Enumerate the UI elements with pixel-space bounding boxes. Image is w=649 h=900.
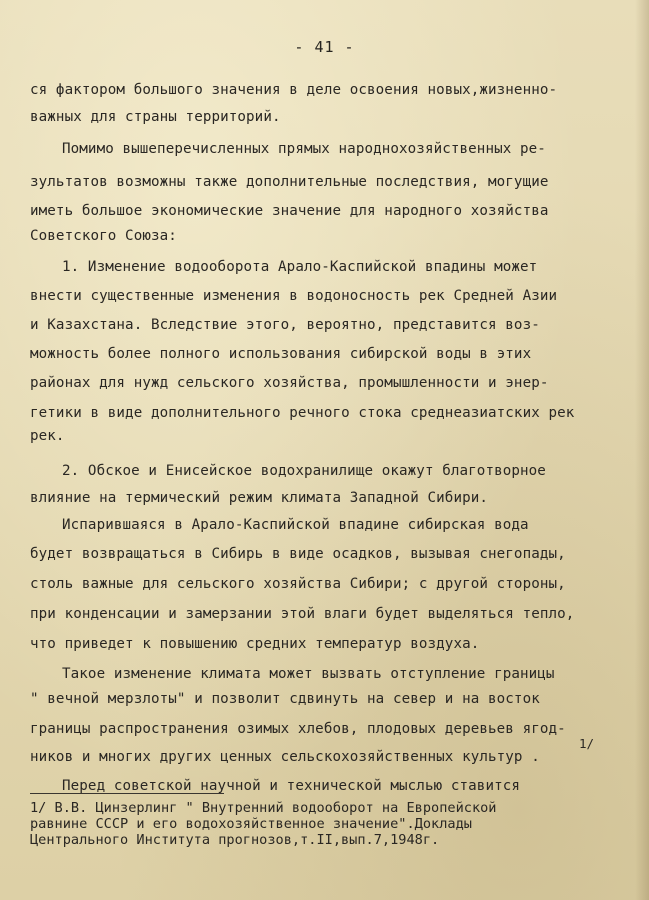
text-line: Испарившаяся в Арало-Каспийской впадине сибирская вода — [62, 517, 529, 533]
text-line: столь важные для сельского хозяйства Сибири; с другой стороны, — [30, 576, 566, 592]
footnote-line: равнине СССР и его водохозяйственное значение".Доклады — [30, 816, 472, 832]
text-line: границы распространения озимых хлебов, плодовых деревьев ягод- — [30, 721, 566, 737]
text-line: влияние на термический режим климата Западной Сибири. — [30, 490, 489, 506]
text-line: можность более полного использования сибирской воды в этих — [30, 346, 532, 362]
text-line: иметь большое экономические значение для народного хозяйства — [30, 203, 549, 219]
footnote-reference-mark: 1/ — [579, 736, 595, 751]
footnote-line: Центрального Института прогнозов,т.II,вып.7,1948г. — [30, 832, 440, 848]
footnote-separator — [30, 793, 224, 794]
text-line: " вечной мерзлоты" и позволит сдвинуть на север и на восток — [30, 691, 540, 707]
text-line: важных для страны территорий. — [30, 109, 281, 125]
page-number: - 41 - — [294, 38, 355, 56]
text-line: Такое изменение климата может вызвать отступление границы — [62, 666, 555, 682]
footnote-line: 1/ В.В. Цинзерлинг " Внутренний водооборот на Европейской — [30, 800, 497, 816]
text-line: районах для нужд сельского хозяйства, промышленности и энер- — [30, 375, 549, 391]
text-line: рек. — [30, 428, 65, 444]
text-line: внести существенные изменения в водоносность рек Средней Азии — [30, 288, 558, 304]
text-line: ников и многих других ценных сельскохозяйственных культур . — [30, 749, 540, 765]
text-line: гетики в виде дополнительного речного стока среднеазиатских рек — [30, 405, 575, 421]
text-line: Помимо вышеперечисленных прямых народнохозяйственных ре- — [62, 141, 546, 157]
text-line: при конденсации и замерзании этой влаги будет выделяться тепло, — [30, 606, 575, 622]
text-line: будет возвращаться в Сибирь в виде осадков, вызывая снегопады, — [30, 546, 566, 562]
text-line: ся фактором большого значения в деле освоения новых,жизненно- — [30, 82, 558, 98]
text-line: что приведет к повышению средних температур воздуха. — [30, 636, 480, 652]
text-line: 2. Обское и Енисейское водохранилище окажут благотворное — [62, 463, 546, 479]
text-line: зультатов возможны также дополнительные последствия, могущие — [30, 174, 549, 190]
text-line: Советского Союза: — [30, 228, 177, 244]
text-line: и Казахстана. Вследствие этого, вероятно, представится воз- — [30, 317, 540, 333]
text-line: 1. Изменение водооборота Арало-Каспийской впадины может — [62, 259, 538, 275]
text-line: Перед советской научной и технической мыслью ставится — [62, 778, 521, 794]
page-edge-shadow — [635, 0, 649, 900]
